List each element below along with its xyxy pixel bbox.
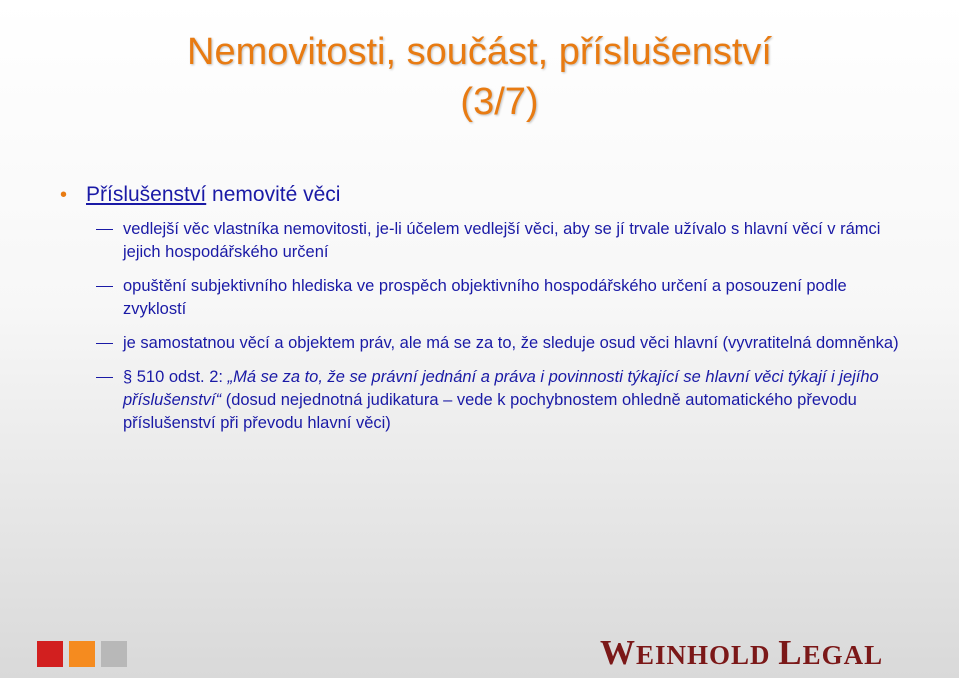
dash-icon (96, 229, 113, 230)
list-item (60, 366, 910, 435)
logo-l: L (778, 633, 803, 672)
list-item-text: vedlejší věc vlastníka nemovitosti, je-li účelem vedlejší věci, aby se jí trvale užívalo s hlavní věcí v rámci jejich hospodářského určení (123, 220, 881, 261)
main-bullet-text: nemovité věci (206, 183, 341, 206)
weinhold-legal-logo (600, 633, 883, 673)
logo-w: W (600, 633, 636, 672)
list-item-text: opuštění subjektivního hlediska ve prospěch objektivního hospodářského určení a posouzení podle zvyklostí (123, 277, 847, 318)
list-item-quote: „Má se za to, že se právní jednání a práva i povinnosti týkající se hlavní věci týkají i jejího příslušenství“ (123, 368, 879, 409)
footer-squares (37, 641, 133, 667)
grey-square-icon (101, 641, 127, 667)
list-item (60, 275, 910, 321)
orange-square-icon (69, 641, 95, 667)
dash-icon (96, 343, 113, 344)
dash-icon (96, 377, 113, 378)
main-bullet (60, 180, 910, 210)
title-line-1: Nemovitosti, součást, příslušenství (187, 31, 772, 73)
slide-title (0, 30, 959, 124)
list-item (60, 332, 910, 355)
logo-einhold: EINHOLD (636, 640, 771, 670)
list-item-prefix: § 510 odst. 2: (123, 368, 228, 386)
list-item-text: je samostatnou věcí a objektem práv, ale má se za to, že sleduje osud věci hlavní (vyvratitelná domněnka) (123, 334, 899, 352)
slide-content (60, 180, 910, 446)
list-item (60, 218, 910, 264)
red-square-icon (37, 641, 63, 667)
title-line-2: (3/7) (460, 81, 539, 123)
dash-icon (96, 286, 113, 287)
main-bullet-underlined: Příslušenství (86, 183, 207, 206)
sub-list (60, 218, 910, 435)
bullet-dot-icon: • (60, 184, 68, 206)
list-item-suffix: (dosud nejednotná judikatura – vede k pochybnostem ohledně automatického převodu příslušenství při převodu hlavní věci) (123, 391, 857, 432)
logo-egal: EGAL (802, 640, 884, 670)
